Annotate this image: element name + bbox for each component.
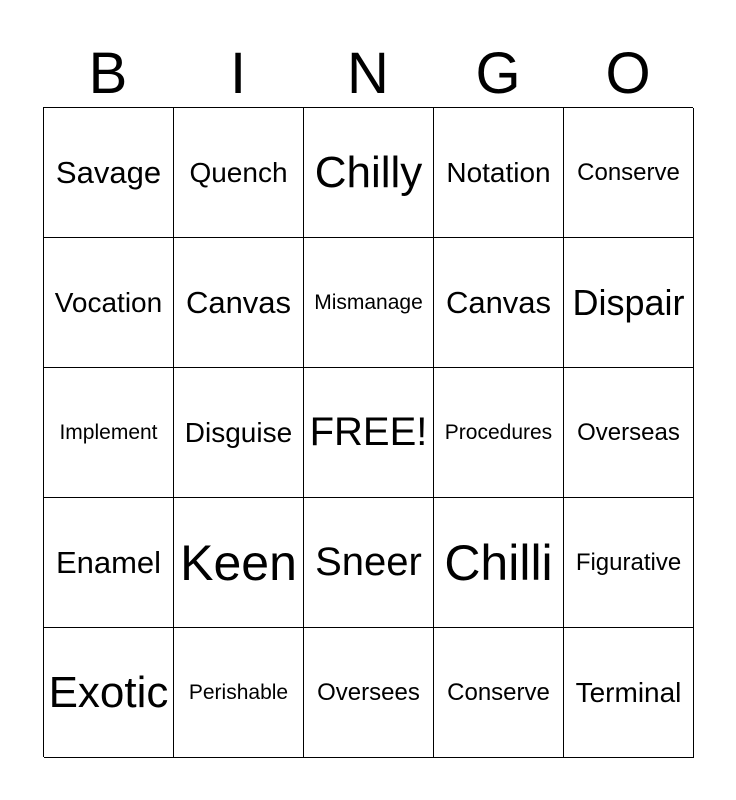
bingo-cell-r1-c2[interactable]: Quench <box>174 108 304 238</box>
bingo-cell-r4-c4[interactable]: Chilli <box>434 498 564 628</box>
bingo-cell-r1-c4[interactable]: Notation <box>434 108 564 238</box>
header-letter-g: G <box>475 41 521 106</box>
bingo-cell-r5-c5[interactable]: Terminal <box>564 628 694 758</box>
header-letter-i: I <box>229 41 247 106</box>
bingo-cell-r2-c2[interactable]: Canvas <box>174 238 304 368</box>
bingo-cell-r4-c5[interactable]: Figurative <box>564 498 694 628</box>
bingo-cell-r3-c4[interactable]: Procedures <box>434 368 564 498</box>
bingo-cell-r4-c2[interactable]: Keen <box>174 498 304 628</box>
bingo-cell-r3-c1[interactable]: Implement <box>44 368 174 498</box>
bingo-cell-r1-c1[interactable]: Savage <box>44 108 174 238</box>
bingo-board <box>43 107 693 757</box>
bingo-cell-r5-c2[interactable]: Perishable <box>174 628 304 758</box>
header-letter-o: O <box>605 41 651 106</box>
bingo-cell-r3-c2[interactable]: Disguise <box>174 368 304 498</box>
bingo-header <box>43 40 693 108</box>
bingo-cell-r3-c5[interactable]: Overseas <box>564 368 694 498</box>
bingo-cell-r5-c3[interactable]: Oversees <box>304 628 434 758</box>
bingo-cell-r4-c3[interactable]: Sneer <box>304 498 434 628</box>
bingo-cell-r5-c1[interactable]: Exotic <box>44 628 174 758</box>
bingo-cell-r5-c4[interactable]: Conserve <box>434 628 564 758</box>
bingo-cell-r4-c1[interactable]: Enamel <box>44 498 174 628</box>
header-letter-n: N <box>347 41 389 106</box>
header-letter-b: B <box>88 41 128 106</box>
bingo-cell-r1-c5[interactable]: Conserve <box>564 108 694 238</box>
bingo-cell-free-space[interactable]: FREE! <box>304 368 434 498</box>
bingo-cell-r2-c1[interactable]: Vocation <box>44 238 174 368</box>
bingo-cell-r2-c4[interactable]: Canvas <box>434 238 564 368</box>
bingo-cell-r2-c5[interactable]: Dispair <box>564 238 694 368</box>
bingo-cell-r1-c3[interactable]: Chilly <box>304 108 434 238</box>
bingo-cell-r2-c3[interactable]: Mismanage <box>304 238 434 368</box>
